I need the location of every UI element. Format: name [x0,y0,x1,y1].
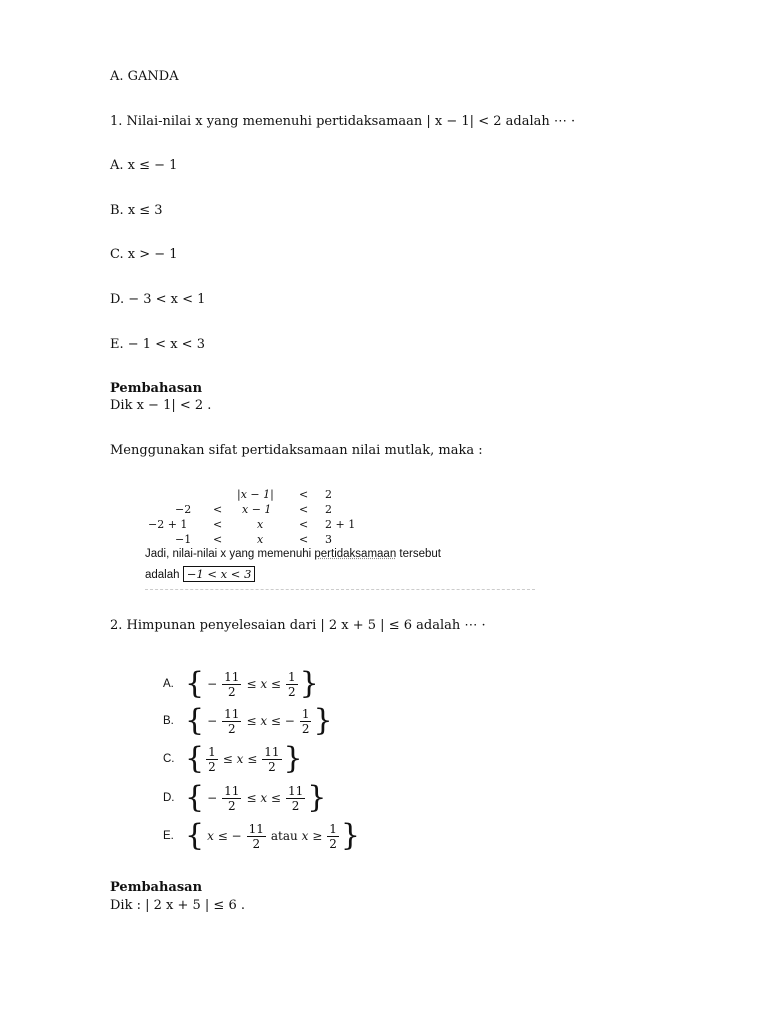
q2-option-b [163,702,333,740]
option-label: C. [163,753,175,765]
q1-given: Dik x − 1| < 2 . [110,398,212,413]
minus: − [207,791,218,805]
work-r3-lhs: −2 + 1 [148,518,188,531]
relation: x ≤ − [207,829,242,843]
numerator: 1 [301,706,310,721]
conclusion-prefix: Jadi, nilai-nilai x yang memenuhi [145,548,315,560]
fraction [206,745,218,774]
minus: − [207,714,218,728]
work-r4-lt1: < [213,533,223,546]
fraction [222,670,241,699]
fraction [247,822,266,851]
answer-box: −1 < x < 3 [183,566,256,582]
fraction [262,745,281,774]
numerator: 11 [248,821,264,836]
option-label: A. [163,678,174,690]
brace-left: { [185,780,205,815]
numerator: 11 [224,783,240,798]
work-r3-rhs: 2 + 1 [325,518,356,531]
brace-right: } [283,741,303,776]
brace-right: } [307,780,327,815]
work-r4-rhs: 3 [325,533,332,546]
denominator: 2 [268,759,276,774]
answer-prefix: adalah [145,569,183,581]
work-r3-mid: x [257,518,264,531]
brace-left: { [185,818,205,853]
brace-right: } [340,818,360,853]
denominator: 2 [329,836,337,851]
q1-work-image [145,486,535,594]
work-r4-lhs: −1 [175,533,192,546]
denominator: 2 [291,798,300,813]
q1-discussion-heading: Pembahasan [110,381,203,396]
relation: ≤ x ≤ [222,752,258,766]
brace-right: } [299,666,319,701]
question-2: 2. Himpunan penyelesaian dari | 2 x + 5 | ≤ 6 adalah ⋯ · [110,618,486,633]
minus: − [207,677,218,691]
denominator: 2 [301,721,310,736]
conclusion-word: pertidaksamaan [314,548,397,560]
work-r2-lt1: < [213,503,223,516]
brace-left: { [185,703,205,738]
numerator: 1 [329,821,337,836]
relation: ≤ x ≤ [246,791,281,805]
q2-discussion-heading: Pembahasan [110,880,203,895]
q1-option-a: A. x ≤ − 1 [110,158,178,173]
numerator: 1 [208,744,216,759]
denominator: 2 [252,836,261,851]
conclusion-suffix: tersebut [396,548,441,560]
fraction [286,670,298,699]
q2-given: Dik : | 2 x + 5 | ≤ 6 . [110,898,245,913]
work-r1-rhs: 2 [325,488,332,501]
numerator: 11 [224,706,240,721]
relation: ≤ x ≤ [246,677,281,691]
numerator: 11 [224,669,240,684]
q1-option-c: C. x > − 1 [110,247,178,262]
work-r1-lt: < [299,488,309,501]
q1-option-b: B. x ≤ 3 [110,203,163,218]
work-r2-lt2: < [299,503,309,516]
q1-option-d: D. − 3 < x < 1 [110,292,206,307]
connector-word: atau x ≥ [270,829,323,843]
work-r4-lt2: < [299,533,309,546]
fraction [300,707,312,736]
work-conclusion [145,548,441,560]
fraction [286,784,305,813]
denominator: 2 [227,684,236,699]
brace-left: { [185,666,205,701]
work-r1-expr: |x − 1| [237,488,274,501]
work-r2-mid: x − 1 [242,503,272,516]
work-r2-lhs: −2 [175,503,192,516]
atau-word: atau [270,829,298,843]
work-r2-rhs: 2 [325,503,332,516]
q2-option-e [163,817,360,855]
section-heading: A. GANDA [110,69,179,84]
brace-left: { [185,741,205,776]
q2-option-d [163,779,326,817]
q2-option-c [163,740,303,778]
q1-option-e: E. − 1 < x < 3 [110,337,205,352]
option-label: D. [163,792,175,804]
denominator: 2 [208,759,216,774]
brace-right: } [313,703,333,738]
work-r4-mid: x [257,533,264,546]
numerator: 11 [264,744,280,759]
q2-option-a [163,665,319,703]
question-1: 1. Nilai-nilai x yang memenuhi pertidaksamaan | x − 1| < 2 adalah ⋯ · [110,114,576,129]
denominator: 2 [287,684,296,699]
image-crop-edge [145,589,535,590]
numerator: 11 [287,783,304,798]
numerator: 1 [287,669,296,684]
work-r3-lt2: < [299,518,309,531]
denominator: 2 [227,798,236,813]
work-r3-lt1: < [213,518,223,531]
relation: ≤ x ≤ − [246,714,295,728]
option-label: E. [163,830,174,842]
fraction [327,822,339,851]
work-answer [145,567,255,581]
q1-method: Menggunakan sifat pertidaksamaan nilai mutlak, maka : [110,443,483,458]
fraction [222,707,241,736]
fraction [222,784,241,813]
option-label: B. [163,715,174,727]
denominator: 2 [227,721,236,736]
